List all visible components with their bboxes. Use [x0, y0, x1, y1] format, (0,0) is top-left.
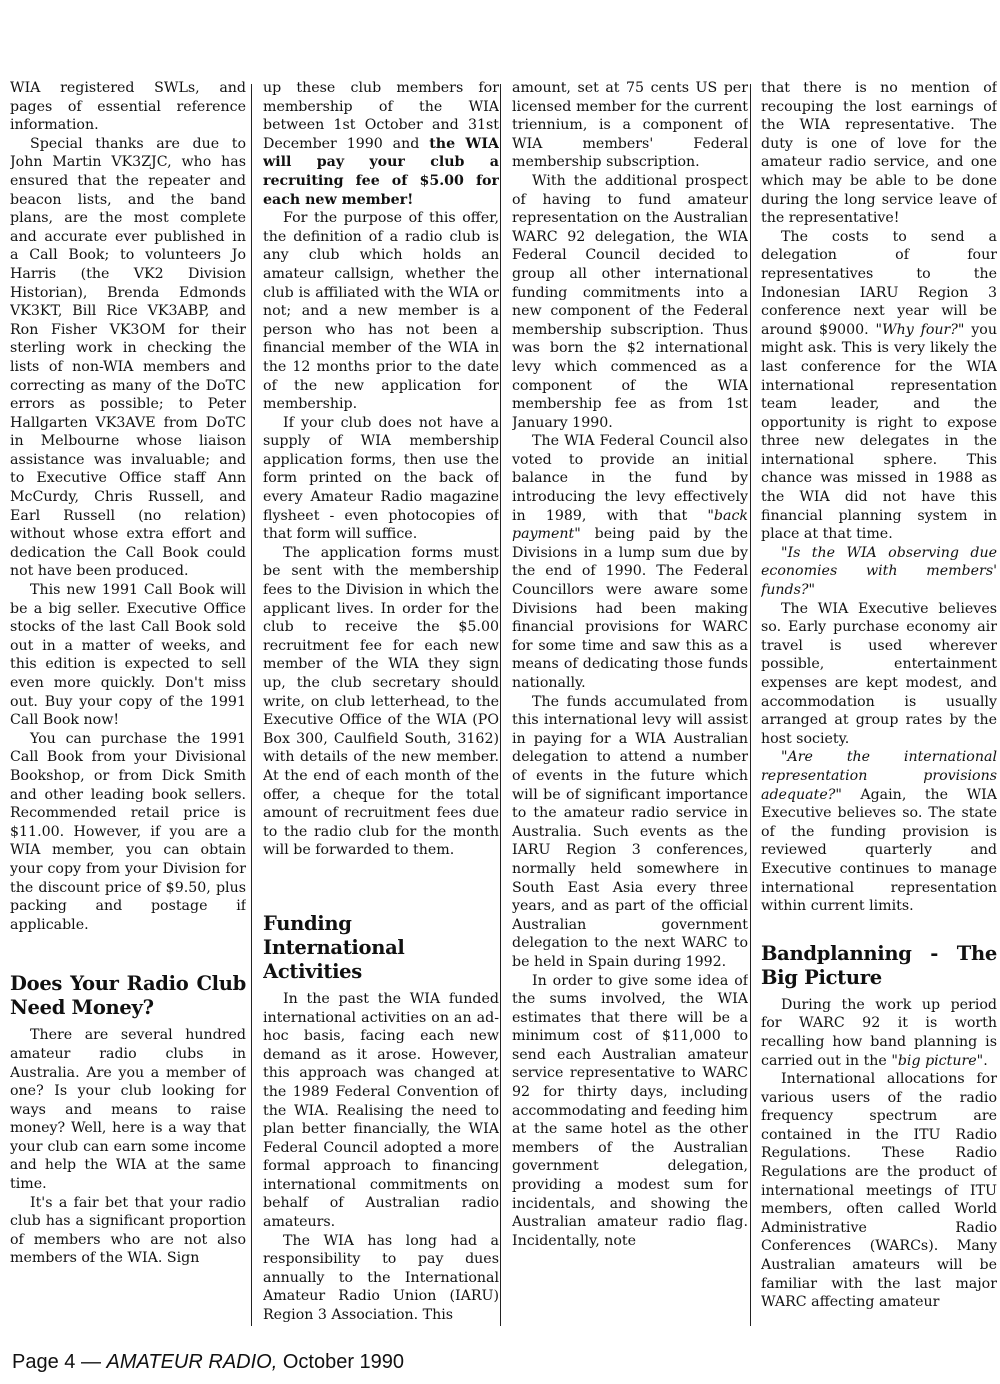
- paragraph: For the purpose of this offer, the definition of a radio club is any club which holds an amateur callsign, whether the club is affiliated with the WIA or not; and a new member is a person who has not been a financial member of the WIA in the 12 months prior to the date of the new application for membership.: [263, 210, 499, 413]
- text-run: you might ask. This is very likely the last conference for the WIA international representation team leader, and the opportunity is right to expose three new delegates in the international sphere. This chance was missed in 1988 as the WIA did not have this financial planning system in place at that time.: [761, 321, 997, 543]
- paragraph: that there is no mention of recouping the lost earnings of the WIA representative. The duty is one of love for the amateur radio service, and one which may be able to be done during the long service leave of the representative!: [761, 80, 997, 227]
- paragraph: [761, 544, 997, 600]
- text-run: Again, the WIA Executive believes so. The state of the funding provision is reviewed quarterly and Executive continues to manage international representation within current limits.: [761, 786, 997, 915]
- paragraph: You can purchase the 1991 Call Book from your Divisional Bookshop, or from Dick Smith and other leading book sellers. Recommended retail price is $11.00. However, if you are a WIA member, you can obtain your copy from your Division for the discount price of $9.50, plus packing and postage if applicable.: [10, 730, 246, 933]
- paragraph: Special thanks are due to John Martin VK3ZJC, who has ensured that the repeater and beacon lists, and the band plans, are the most complete and accurate ever published in a Call Book; to volunteers Jo Harris (the VK2 Division Historian), Brenda Edmonds VK3KT, Bill Rice VK3ABP, and Ron Fisher VK3OM for their sterling work in checking the lists of non-WIA members and correcting as many of the DoTC errors as possible; to Peter Hallgarten VK3AVE from DoTC in Melbourne whose liaison assistance was invaluable; and to Executive Office staff Ann McCurdy, Chris Russell, and Earl Russell (no relation) without whose extra effort and dedication the Call Book could not have been produced.: [10, 135, 246, 580]
- text-run: .: [983, 1052, 988, 1069]
- column-1: [10, 79, 246, 1331]
- footer-magazine-title: AMATEUR RADIO,: [106, 1351, 278, 1373]
- paragraph: [263, 79, 499, 209]
- paragraph: In the past the WIA funded international activities on an ad-hoc basis, facing each new demand as it arose. However, this approach was changed at the 1989 Federal Convention of the WIA. Realising the need to plan better financially, the WIA Federal Council adopted a more formal approach to financing international commitments on behalf of Australian radio amateurs.: [263, 990, 499, 1231]
- paragraph: International allocations for various users of the radio frequency spectrum are contained in the ITU Radio Regulations. These Radio Regulations are the product of international meetings of ITU members, often called World Administrative Radio Conferences (WARCs). Many Australian amateurs will be familiar with the last major WARC affecting amateur: [761, 1071, 997, 1311]
- section-heading: Bandplanning - The Big Picture: [761, 941, 997, 989]
- paragraph: This new 1991 Call Book will be a big seller. Executive Office stocks of the last Call Book sold out in a matter of weeks, and this edition is expected to sell even more quickly. Don't miss out. Buy your copy of the 1991 Call Book now!: [10, 582, 246, 729]
- paragraph: The WIA Executive believes so. Early purchase economy air travel is used wherever possible, entertainment expenses are kept modest, and accommodation is usually arranged at group rates by the host society.: [761, 600, 997, 747]
- text-run: The costs to send a delegation of four representatives to the Indonesian IARU Region 3 conference next year will be around $9000.: [761, 228, 997, 338]
- paragraph: In order to give some idea of the sums involved, the WIA estimates that there will be a minimum cost of $11,000 to send each Australian amateur service representative to WARC 92 for thirty days, including accommodating and feeding him at the same hotel as the other members of the Australian government delegation, providing a modest sum for incidentals, and showing the Australian amateur radio flag. Incidentally, note: [512, 972, 748, 1249]
- italic-quote: "big picture": [891, 1052, 984, 1069]
- italic-quote: "back payment": [512, 507, 748, 543]
- paragraph: The WIA has long had a responsibility to pay dues annually to the International Amateur Radio Union (IARU) Region 3 Association. This: [263, 1232, 499, 1324]
- footer-date: October 1990: [277, 1351, 405, 1373]
- column-rule: [251, 84, 252, 1326]
- italic-question: "Is the WIA observing due economies with members' funds?": [761, 544, 997, 599]
- column-4: [761, 79, 997, 1331]
- paragraph: With the additional prospect of having to fund amateur representation on the Australian WARC 92 delegation, the WIA Federal Council decided to group all other international funding commitments into a new component of the Federal membership subscription. Thus was born the $2 international levy which commenced as a component of the WIA membership fee as from 1st January 1990.: [512, 172, 748, 431]
- text-run: During the work up period for WARC 92 it is worth recalling how band planning is carried out in the: [761, 996, 997, 1069]
- page-footer: [12, 1351, 404, 1374]
- paragraph: amount, set at 75 cents US per licensed member for the current triennium, is a component of WIA members' Federal membership subscription.: [512, 80, 748, 171]
- text-run: being paid by the Divisions in a lump sum due by the end of 1990. The Federal Councillors were aware some Divisions had been making financial provisions for WARC for some time and saw this as a means of dedicating those funds nationally.: [512, 526, 748, 691]
- column-3: [512, 79, 748, 1331]
- paragraph: [512, 432, 748, 692]
- italic-quote: "Why four?": [875, 321, 965, 338]
- footer-page-number: Page 4 —: [12, 1351, 107, 1373]
- column-rule: [750, 84, 751, 1326]
- paragraph: WIA registered SWLs, and pages of essential reference information.: [10, 80, 246, 134]
- italic-question: "Are the international representation provisions adequate?": [761, 749, 997, 803]
- paragraph: If your club does not have a supply of WIA membership application forms, then use the form printed on the back of every Amateur Radio magazine flysheet - even photocopies of that form will suffice.: [263, 414, 499, 543]
- column-rule: [500, 84, 501, 1326]
- paragraph: It's a fair bet that your radio club has a significant proportion of members who are not also members of the WIA. Sign: [10, 1194, 246, 1267]
- text-run: up these club members for membership of the WIA between 1st October and 31st December 1990 and: [263, 80, 499, 152]
- paragraph: [761, 748, 997, 915]
- text-run: The WIA Federal Council also voted to provide an initial balance in the fund by introducing the levy effectively in 1989, with that: [512, 433, 748, 524]
- column-2: [263, 79, 499, 1331]
- paragraph: [761, 228, 997, 544]
- section-heading: Does Your Radio Club Need Money?: [10, 972, 246, 1020]
- paragraph: There are several hundred amateur radio clubs in Australia. Are you a member of one? Is your club looking for ways and means to raise money? Well, here is a way that your club can earn some income and help the WIA at the same time.: [10, 1027, 246, 1193]
- paragraph: The application forms must be sent with the membership fees to the Division in which the applicant lives. In order for the club to receive the $5.00 recruitment fee for each new member of the WIA they sign up, the club secretary should write, on club letterhead, to the Executive Office of the WIA (PO Box 300, Caulfield South, 3162) with details of the new member. At the end of each month of the offer, a cheque for the total amount of recruitment fees due to the radio club for the month will be forwarded to them.: [263, 544, 499, 859]
- paragraph: The funds accumulated from this international levy will assist in paying for a WIA Australian delegation to attend a number of events in the future which will be of significant importance to the amateur radio service in Australia. Such events as the IARU Region 3 conferences, normally held somewhere in South East Asia every three years, and as part of the official Australian government delegation to the next WARC to be held in Spain during 1992.: [512, 693, 748, 970]
- section-heading: Funding International Activities: [263, 911, 405, 983]
- bold-offer-text: the WIA will pay your club a recruiting fee of $5.00 for each new member!: [263, 135, 499, 208]
- paragraph: [761, 996, 997, 1070]
